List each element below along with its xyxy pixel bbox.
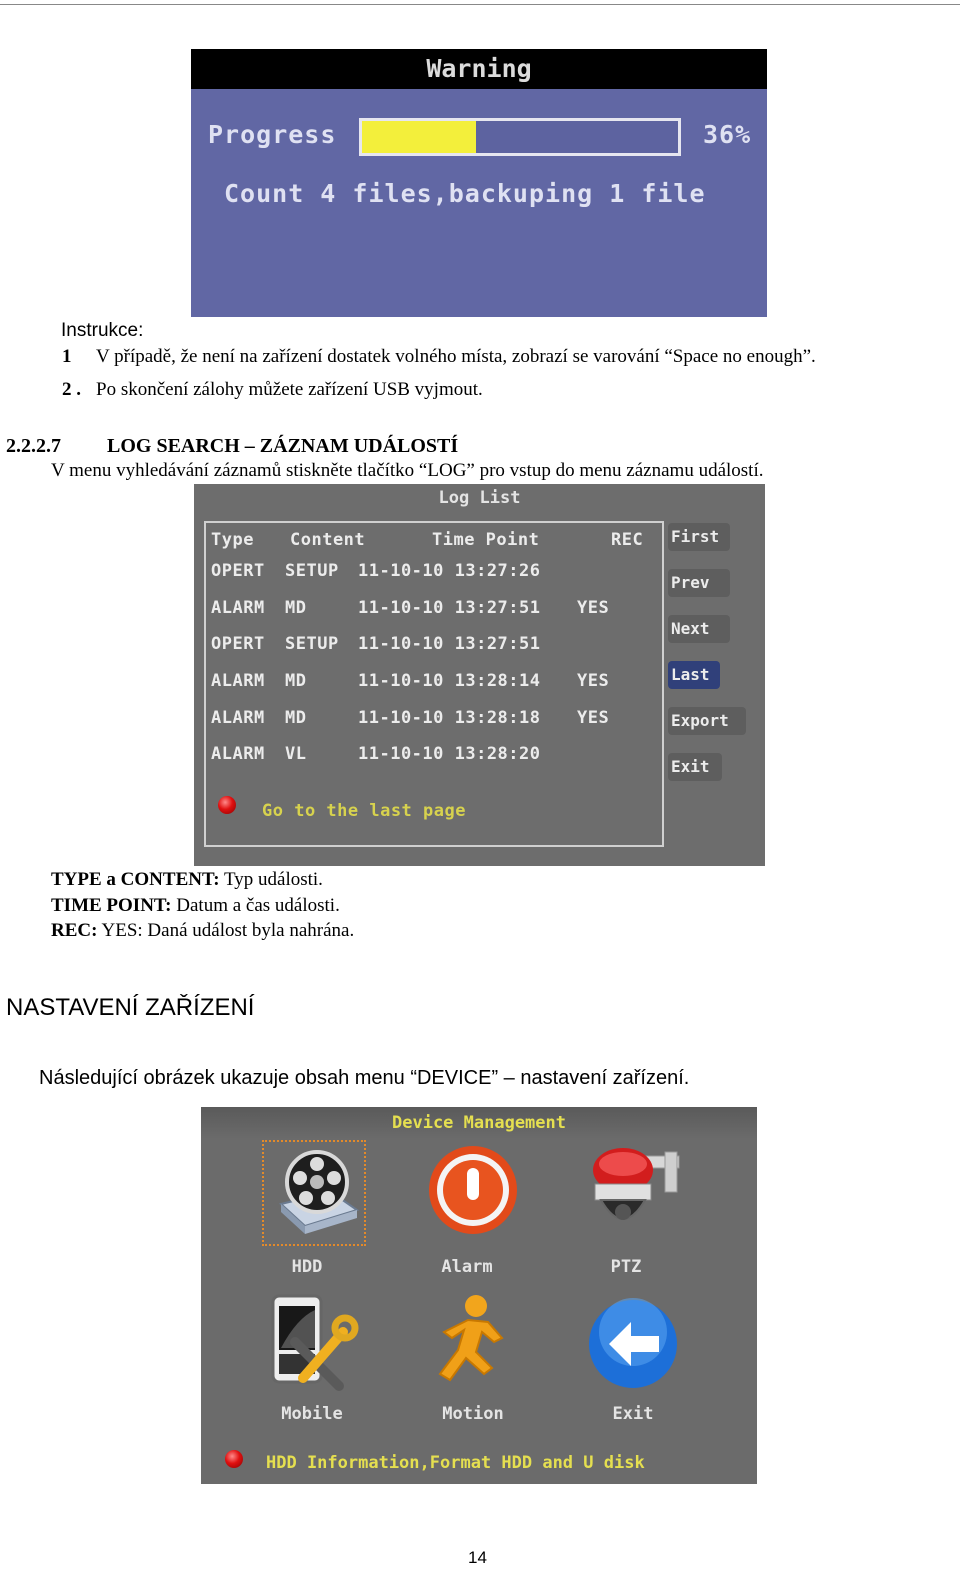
device-item-label-mobile[interactable]: Mobile	[281, 1404, 343, 1424]
back-arrow-icon[interactable]	[579, 1292, 689, 1392]
definition-desc: Datum a čas události.	[176, 895, 340, 916]
log-hint: Go to the last page	[262, 801, 466, 821]
log-row-type: ALARM	[211, 708, 265, 728]
device-item-label-ptz[interactable]: PTZ	[610, 1257, 642, 1277]
red-dot-icon	[225, 1450, 243, 1468]
device-item-label-exit[interactable]: Exit	[612, 1404, 654, 1424]
column-header-type: Type	[211, 530, 254, 550]
log-row-type: ALARM	[211, 598, 265, 618]
instructions-heading: Instrukce:	[61, 320, 144, 341]
instruction-text-1: V případě, že není na zařízení dostatek volného místa, zobrazí se varování “Space no enough”.	[96, 346, 816, 367]
log-row-rec: YES	[577, 671, 610, 691]
device-menu-title: Device Management	[201, 1107, 757, 1139]
first-button[interactable]: First	[668, 523, 730, 551]
log-row-time: 11-10-10 13:28:14	[358, 671, 541, 691]
log-table	[204, 521, 664, 847]
warning-title: Warning	[191, 49, 767, 89]
progress-bar	[359, 118, 681, 156]
definition-term: REC:	[51, 920, 98, 941]
device-intro: Následující obrázek ukazuje obsah menu “DEVICE” – nastavení zařízení.	[39, 1067, 690, 1089]
backup-count-text: Count 4 files,backuping 1 file	[224, 179, 706, 208]
last-button[interactable]: Last	[668, 661, 720, 689]
device-menu-hint: HDD Information,Format HDD and U disk	[266, 1453, 645, 1473]
log-row-rec: YES	[577, 708, 610, 728]
progress-label: Progress	[208, 120, 337, 149]
log-row-time: 11-10-10 13:27:51	[358, 598, 541, 618]
log-row-content: MD	[285, 598, 307, 618]
column-header-rec: REC	[611, 530, 644, 550]
log-row-content: MD	[285, 708, 307, 728]
device-item-label-hdd[interactable]: HDD	[291, 1257, 323, 1277]
section-intro: V menu vyhledávání záznamů stiskněte tlačítko “LOG” pro vstup do menu záznamu událostí.	[51, 460, 764, 481]
top-rule	[0, 4, 960, 5]
log-row-rec: YES	[577, 598, 610, 618]
red-dot-icon	[218, 796, 236, 814]
instruction-number-2: 2 .	[62, 379, 81, 400]
exit-button[interactable]: Exit	[668, 753, 722, 781]
instruction-text-2: Po skončení zálohy můžete zařízení USB vyjmout.	[96, 379, 483, 400]
log-list-screen	[194, 484, 765, 866]
device-management-screen	[201, 1107, 757, 1484]
device-heading: NASTAVENÍ ZAŘÍZENÍ	[6, 994, 255, 1021]
warning-dialog	[191, 49, 767, 317]
log-row-type: ALARM	[211, 671, 265, 691]
column-header-content: Content	[290, 530, 366, 550]
log-row-content: MD	[285, 671, 307, 691]
column-header-time: Time Point	[432, 530, 540, 550]
log-row-content: VL	[285, 744, 307, 764]
log-row-time: 11-10-10 13:27:26	[358, 561, 541, 581]
log-row-type: OPERT	[211, 634, 265, 654]
log-row-time: 11-10-10 13:28:20	[358, 744, 541, 764]
mobile-tools-icon[interactable]	[259, 1292, 369, 1392]
log-row-type: OPERT	[211, 561, 265, 581]
progress-percent: 36%	[703, 120, 752, 149]
ptz-camera-icon[interactable]	[579, 1142, 689, 1242]
section-title: LOG SEARCH – ZÁZNAM UDÁLOSTÍ	[107, 435, 459, 457]
log-row-type: ALARM	[211, 744, 265, 764]
page-number: 14	[468, 1548, 487, 1567]
progress-bar-fill	[362, 121, 476, 153]
definition-term: TYPE a CONTENT:	[51, 869, 220, 890]
log-list-title: Log List	[438, 488, 521, 508]
log-row-time: 11-10-10 13:28:18	[358, 708, 541, 728]
definition-line	[51, 869, 323, 891]
definition-desc: YES: Daná událost byla nahrána.	[101, 920, 355, 941]
definition-desc: Typ události.	[223, 869, 323, 890]
instruction-number-1: 1	[62, 346, 72, 367]
log-row-time: 11-10-10 13:27:51	[358, 634, 541, 654]
running-man-icon[interactable]	[418, 1292, 528, 1392]
log-row-content: SETUP	[285, 561, 339, 581]
alarm-icon[interactable]	[418, 1142, 528, 1242]
device-item-label-alarm[interactable]: Alarm	[441, 1257, 493, 1277]
definition-line	[51, 895, 340, 917]
export-button[interactable]: Export	[668, 707, 746, 735]
definition-line	[51, 920, 354, 942]
section-number: 2.2.2.7	[6, 435, 61, 457]
next-button[interactable]: Next	[668, 615, 730, 643]
prev-button[interactable]: Prev	[668, 569, 730, 597]
definition-term: TIME POINT:	[51, 895, 172, 916]
log-row-content: SETUP	[285, 634, 339, 654]
device-item-label-motion[interactable]: Motion	[442, 1404, 504, 1424]
hdd-icon[interactable]	[259, 1142, 369, 1242]
